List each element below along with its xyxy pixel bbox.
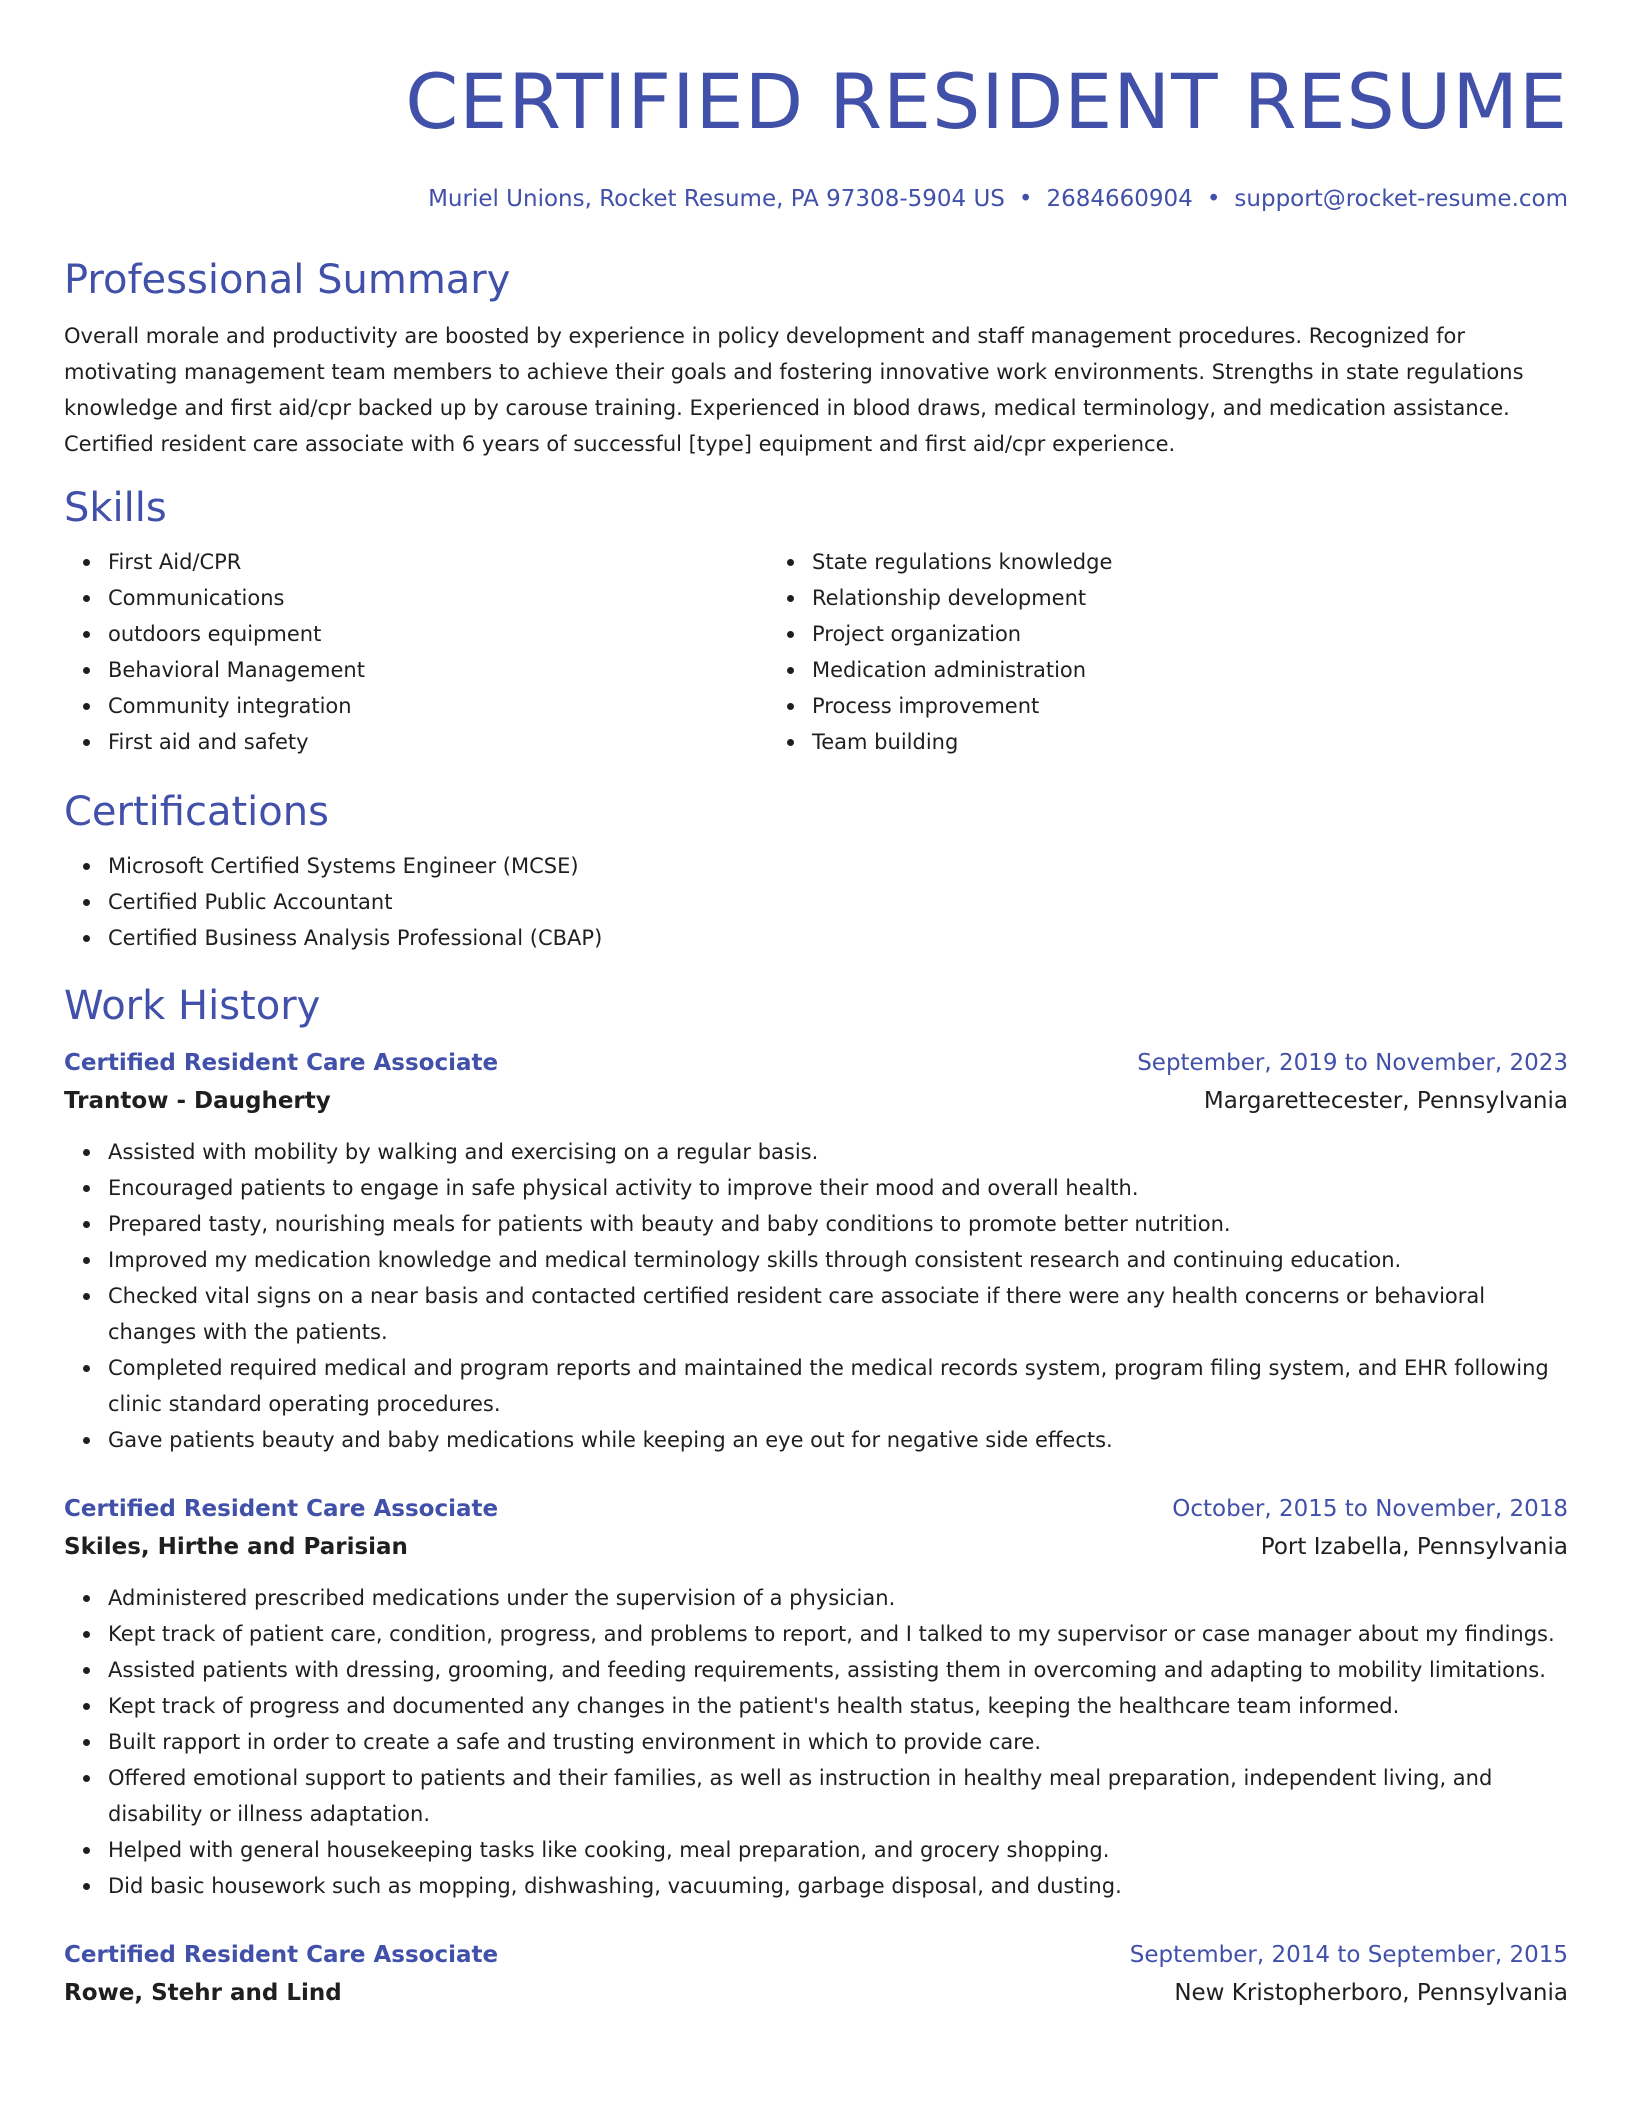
job-company: Trantow - Daugherty [64,1088,331,1114]
job-entry [64,1936,1568,2012]
professional-summary-section [64,256,1568,462]
job-duty-item: Assisted patients with dressing, grooming, and feeding requirements, assisting them in overcoming and adapting to mobility limitations. [108,1652,1568,1688]
skills-list-left [64,544,762,760]
skill-item: Relationship development [812,580,1522,616]
certifications-section [64,788,1568,956]
job-duty-item: Kept track of patient care, condition, progress, and problems to report, and I talked to my supervisor or case manager about my findings. [108,1616,1568,1652]
skills-grid [64,532,1568,760]
section-heading-work-history: Work History [64,983,321,1029]
job-duty-item: Assisted with mobility by walking and exercising on a regular basis. [108,1134,1568,1170]
contact-phone: 2684660904 [1046,186,1193,212]
section-heading-certifications: Certifications [64,789,329,835]
job-duty-item: Gave patients beauty and baby medications while keeping an eye out for negative side effects. [108,1422,1568,1458]
job-dates: October, 2015 to November, 2018 [1172,1496,1568,1522]
job-duty-item: Encouraged patients to engage in safe physical activity to improve their mood and overall health. [108,1170,1568,1206]
job-duty-item: Completed required medical and program reports and maintained the medical records system, program filing system, and EHR following clinic standard operating procedures. [108,1350,1568,1422]
job-duty-item: Did basic housework such as mopping, dishwashing, vacuuming, garbage disposal, and dusting. [108,1868,1568,1904]
skill-item: Project organization [812,616,1522,652]
job-role: Certified Resident Care Associate [64,1942,499,1968]
skill-item: Communications [108,580,762,616]
contact-address: Muriel Unions, Rocket Resume, PA 97308-5904 US [428,186,1005,212]
job-duty-item: Prepared tasty, nourishing meals for patients with beauty and baby conditions to promote better nutrition. [108,1206,1568,1242]
certifications-list [64,848,1568,956]
job-company-row [64,1528,1568,1566]
skill-item: Behavioral Management [108,652,762,688]
job-company-row [64,1974,1568,2012]
skill-item: Community integration [108,688,762,724]
section-heading-skills: Skills [64,485,167,531]
job-role: Certified Resident Care Associate [64,1496,499,1522]
contact-line [64,184,1568,214]
skills-section [64,484,1568,760]
job-entry [64,1490,1568,1904]
job-duty-item: Improved my medication knowledge and medical terminology skills through consistent research and continuing education. [108,1242,1568,1278]
contact-separator: • [1206,186,1221,212]
job-duty-item: Kept track of progress and documented any changes in the patient's health status, keeping the healthcare team informed. [108,1688,1568,1724]
skill-item: Medication administration [812,652,1522,688]
job-duty-item: Built rapport in order to create a safe and trusting environment in which to provide care. [108,1724,1568,1760]
contact-separator: • [1018,186,1033,212]
work-history-section [64,982,1568,2012]
job-location: Margarettecester, Pennsylvania [1203,1088,1568,1114]
job-dates: September, 2014 to September, 2015 [1129,1942,1568,1968]
skills-list-right [762,544,1522,760]
job-entry [64,1044,1568,1458]
job-duty-item: Administered prescribed medications under the supervision of a physician. [108,1580,1568,1616]
job-dates: September, 2019 to November, 2023 [1137,1050,1568,1076]
skill-item: First aid and safety [108,724,762,760]
job-company: Skiles, Hirthe and Parisian [64,1534,408,1560]
certification-item: Microsoft Certified Systems Engineer (MCSE) [108,848,1568,884]
resume-header [64,0,1568,214]
skill-item: Team building [812,724,1522,760]
job-location: Port Izabella, Pennsylvania [1260,1534,1568,1560]
resume-title: CERTIFIED RESIDENT RESUME [405,57,1568,146]
job-duties-list [64,1580,1568,1904]
job-header-row [64,1490,1568,1528]
skill-item: outdoors equipment [108,616,762,652]
skill-item: Process improvement [812,688,1522,724]
job-duties-list [64,1134,1568,1458]
job-company: Rowe, Stehr and Lind [64,1980,342,2006]
job-duty-item: Helped with general housekeeping tasks like cooking, meal preparation, and grocery shopping. [108,1832,1568,1868]
certification-item: Certified Public Accountant [108,884,1568,920]
job-header-row [64,1936,1568,1974]
skill-item: First Aid/CPR [108,544,762,580]
summary-paragraph: Overall morale and productivity are boosted by experience in policy development and staff management procedures. Recognized for motivating management team members to achieve their goals and fostering innovative work environments. Strengths in state regulations knowledge and first aid/cpr backed up by carouse training. Experienced in blood draws, medical terminology, and medication assistance. Certified resident care associate with 6 years of successful [type] equipment and first aid/cpr experience. [64,324,1524,456]
certification-item: Certified Business Analysis Professional (CBAP) [108,920,1568,956]
job-company-row [64,1082,1568,1120]
job-location: New Kristopherboro, Pennsylvania [1174,1980,1568,2006]
contact-email[interactable]: support@rocket-resume.com [1234,186,1568,212]
job-role: Certified Resident Care Associate [64,1050,499,1076]
job-duty-item: Offered emotional support to patients and their families, as well as instruction in healthy meal preparation, independent living, and disability or illness adaptation. [108,1760,1568,1832]
section-heading-summary: Professional Summary [64,257,511,303]
job-duty-item: Checked vital signs on a near basis and contacted certified resident care associate if there were any health concerns or behavioral changes with the patients. [108,1278,1568,1350]
job-header-row [64,1044,1568,1082]
resume-page [64,0,1568,2012]
skill-item: State regulations knowledge [812,544,1522,580]
